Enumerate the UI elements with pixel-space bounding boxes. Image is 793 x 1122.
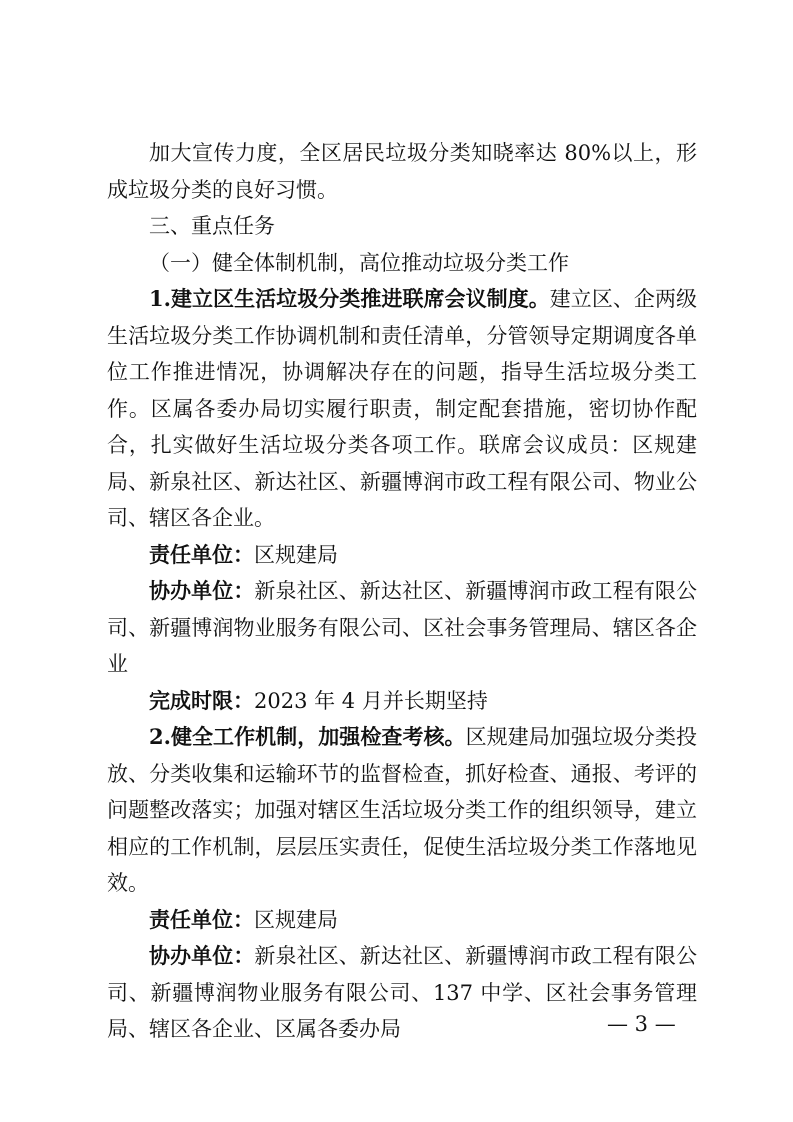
section-heading: 三、重点任务 [149,214,275,238]
assist-value: 新泉社区、新达社区、新疆博润市政工程有限公司、新疆博润物业服务有限公司、137 中学、区社会事务管理局、辖区各企业、区属各委办局 [107,944,698,1041]
task-item-1-deadline [107,683,697,720]
subsection-heading: （一）健全体制机制，高位推动垃圾分类工作 [149,250,569,275]
task-item-1 [107,281,697,537]
page-number: — 3 — [607,1012,676,1036]
task-item-2-title: 2.健全工作机制，加强检查考核。 [149,724,466,749]
deadline-value: 2023 年 4 月并长期坚持 [254,688,488,713]
task-item-1-body: 建立区、企两级生活垃圾分类工作协调机制和责任清单，分管领导定期调度各单位工作推进情况，协调解决存在的问题，指导生活垃圾分类工作。区属各委办局切实履行职责，制定配套措施，密切协作配合，扎实做好生活垃圾分类各项工作。联席会议成员：区规建局、新泉社区、新达社区、新疆博润市政工程有限公司、物业公司、辖区各企业。 [107,287,698,530]
assist-label: 协办单位： [149,943,255,968]
task-item-2-responsible [107,902,697,939]
task-item-1-assist [107,573,697,683]
responsible-value: 区规建局 [254,542,338,567]
responsible-label: 责任单位： [149,906,254,932]
task-item-2-body: 区规建局加强垃圾分类投放、分类收集和运输环节的监督检查，抓好检查、通报、考评的问题整改落实；加强对辖区生活垃圾分类工作的组织领导，建立相应的工作机制，层层压实责任，促使生活垃圾分类工作落地见效。 [107,725,698,895]
document-body [107,135,697,1048]
deadline-label: 完成时限： [149,687,254,713]
assist-value: 新泉社区、新达社区、新疆博润市政工程有限公司、新疆博润物业服务有限公司、区社会事务管理局、辖区各企业 [107,579,698,676]
paragraph-intro: 加大宣传力度，全区居民垃圾分类知晓率达 80%以上，形成垃圾分类的良好习惯。 [107,141,697,202]
task-item-1-title: 1.建立区生活垃圾分类推进联席会议制度。 [149,286,550,311]
task-item-1-responsible [107,537,697,574]
responsible-value: 区规建局 [254,907,338,932]
assist-label: 协办单位： [149,578,255,603]
responsible-label: 责任单位： [149,541,254,567]
task-item-2 [107,719,697,902]
